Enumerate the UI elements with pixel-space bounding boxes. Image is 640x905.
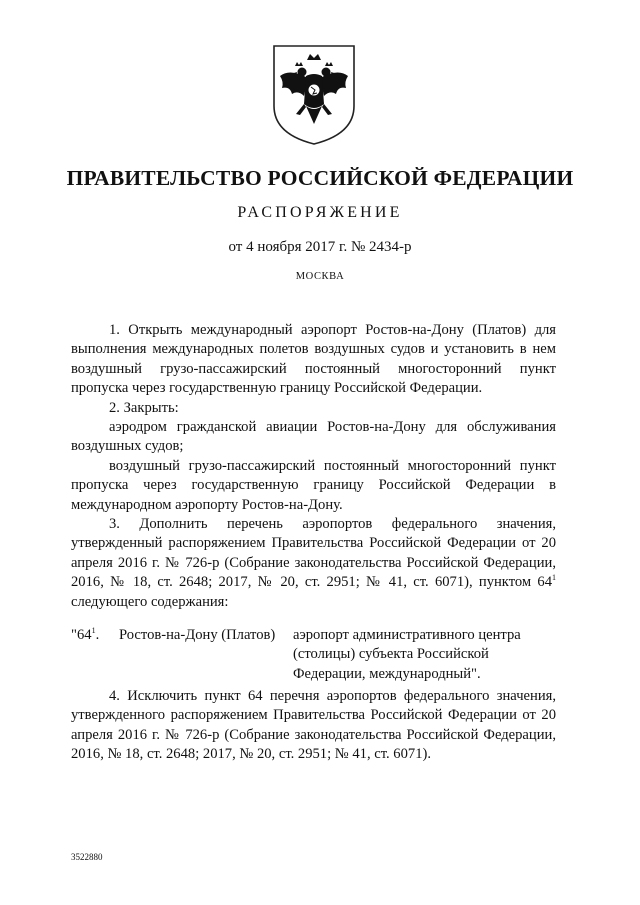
entry-number-superscript: 1 <box>91 626 96 635</box>
entry-number-suffix: . <box>95 627 100 643</box>
paragraph-3-tail: следующего содержания: <box>71 593 229 610</box>
paragraph-2b: воздушный грузо-пассажирский постоянный многосторонний пункт пропуска через государственную границу Российской Федерации в международном аэропорту Ростов-на-Дону. <box>71 457 556 513</box>
document-code: 3522880 <box>71 852 103 862</box>
entry-number <box>71 626 99 645</box>
document-type: РАСПОРЯЖЕНИЕ <box>237 204 403 221</box>
entry-airport-name: Ростов-на-Дону (Платов) <box>119 627 276 643</box>
paragraph-3 <box>71 515 556 612</box>
government-title: ПРАВИТЕЛЬСТВО РОССИЙСКОЙ ФЕДЕРАЦИИ <box>66 166 574 190</box>
paragraph-4: 4. Исключить пункт 64 перечня аэропортов федерального значения, утвержденного распоряжением Правительства Российской Федерации от 20 апреля 2016 г. № 726-р (Собрание законодательства Российской Федерации, 2016, № 18, ст. 2648; 2017, № 20, ст. 2951; № 41, ст. 6071). <box>71 688 556 763</box>
document-city: МОСКВА <box>295 271 345 282</box>
paragraph-2: 2. Закрыть: <box>109 399 179 416</box>
entry-number-prefix: "64 <box>71 627 92 643</box>
paragraph-3-superscript: 1 <box>552 573 556 583</box>
paragraph-1: 1. Открыть международный аэропорт Ростов-на-Дону (Платов) для выполнения международных полетов воздушных судов и установить в нем воздушный грузо-пассажирский постоянный многосторонний пункт пропуска через государственную границу Российской Федерации. <box>71 322 556 397</box>
paragraph-2a: аэродром гражданской авиации Ростов-на-Дону для обслуживания воздушных судов; <box>71 419 556 455</box>
entry-airport-description: аэропорт административного центра (столицы) субъекта Российской Федерации, международный". <box>293 627 521 682</box>
paragraph-3-main: 3. Дополнить перечень аэропортов федерального значения, утвержденный распоряжением Правительства Российской Федерации от 20 апреля 2016 г. № 726-р (Собрание законодательства Российской Федерации, 2016, № 18, ст. 2648; 2017, № 20, ст. 2951; № 41, ст. 6071), пунктом 64 <box>71 516 556 591</box>
document-body <box>71 321 556 612</box>
document-date-number: от 4 ноября 2017 г. № 2434-р <box>228 239 412 255</box>
coat-of-arms-emblem <box>270 42 358 146</box>
